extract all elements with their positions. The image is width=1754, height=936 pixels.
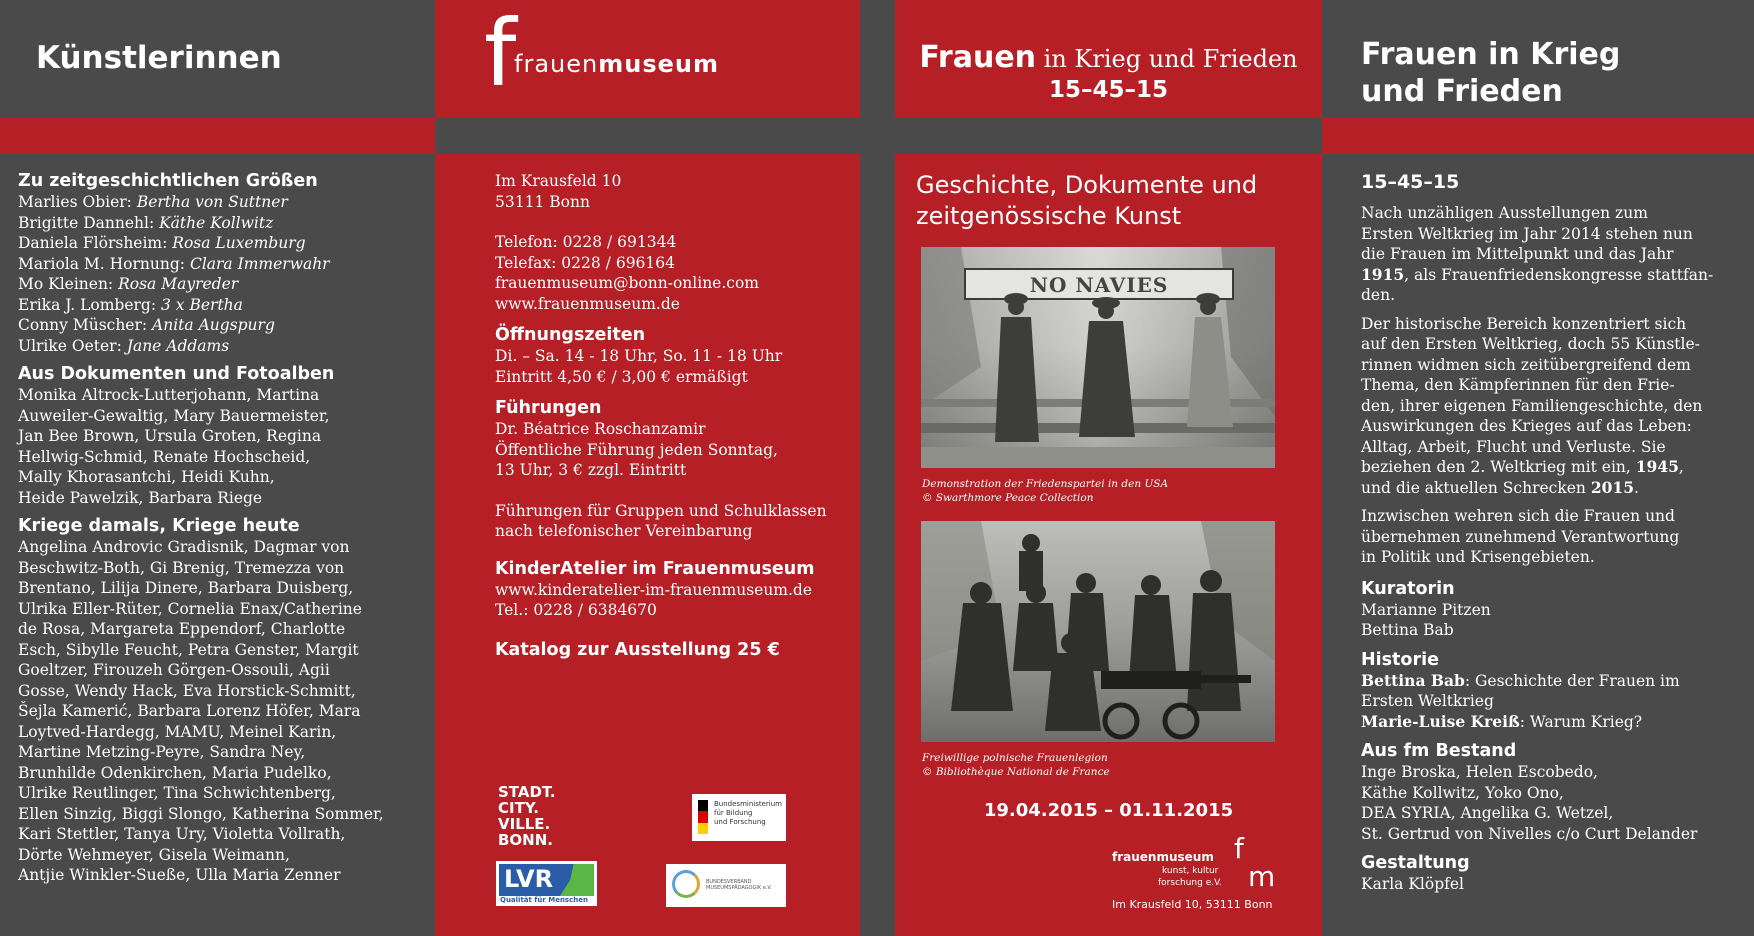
- section-heading: Zu zeitgeschichtlichen Größen: [18, 171, 318, 191]
- artist-name: Daniela Flörsheim:: [18, 234, 173, 252]
- bonn-line: STADT.: [498, 783, 556, 801]
- history-topic: Ersten Weltkrieg: [1361, 692, 1494, 710]
- artist-name: Heide Pawelzik, Barbara Riege: [18, 488, 263, 507]
- subtitle-line: zeitgenössische Kunst: [916, 202, 1182, 230]
- lvr-logo: [496, 861, 597, 906]
- text-line: Nach unzähligen Ausstellungen zum: [1361, 204, 1648, 222]
- artist-name: Hellwig-Schmid, Renate Hochscheid,: [18, 447, 311, 466]
- caption-credit: © Swarthmore Peace Collection: [922, 492, 1094, 504]
- artist-line: [18, 783, 418, 804]
- artist-name: Goeltzer, Firouzeh Görgen-Ossouli, Agii: [18, 661, 330, 679]
- panel4-title-line: Frauen in Krieg: [1361, 37, 1621, 72]
- text-line: Der historische Bereich konzentriert sich: [1361, 314, 1687, 333]
- frauenmuseum-logo: [484, 0, 744, 118]
- artist-line: [18, 254, 418, 275]
- artist-line: [18, 824, 418, 845]
- artist-line: [18, 447, 418, 468]
- artwork-subject: Jane Addams: [126, 336, 230, 355]
- bmbf-logo: [692, 794, 786, 841]
- history-topic: : Geschichte der Frauen im: [1464, 671, 1680, 690]
- artist-name: Šejla Kamerić, Barbara Lorenz Höfer, Mara: [18, 702, 361, 720]
- artist-name: Kari Stettler, Tanya Ury, Violetta Vollrath,: [18, 825, 346, 843]
- small-logo-name: frauenmuseum: [1112, 850, 1214, 864]
- artist-name: Brigitte Dannehl:: [18, 213, 160, 232]
- artist-line: [18, 722, 418, 743]
- artist-name: Erika J. Lomberg:: [18, 295, 162, 314]
- artwork-subject: Rosa Mayreder: [118, 275, 239, 293]
- artist-line: [18, 426, 418, 447]
- logo-word-frauen: frauen: [514, 50, 599, 78]
- section-heading: Kriege damals, Kriege heute: [18, 516, 300, 536]
- artwork-subject: Anita Augspurg: [152, 316, 275, 334]
- history-author: Bettina Bab: [1361, 670, 1465, 690]
- lvr-text: LVR: [504, 865, 554, 893]
- exhibition-title-line: [895, 40, 1322, 75]
- text-line: , als Frauenfriedenskongresse stattfan-: [1404, 265, 1714, 284]
- artwork-subject: 3 x Bertha: [161, 295, 243, 314]
- no-navies-sign: NO NAVIES: [1029, 273, 1169, 297]
- artist-name: Marlies Obier:: [18, 193, 137, 211]
- artist-line: [18, 467, 418, 488]
- artist-line: [18, 660, 418, 681]
- text-line: Inzwischen wehren sich die Frauen und: [1361, 507, 1675, 525]
- tour-line: 13 Uhr, 3 € zzgl. Eintritt: [495, 461, 687, 479]
- bv-circle-icon: [672, 870, 700, 898]
- curator-name: Bettina Bab: [1361, 621, 1454, 639]
- artist-line: [18, 315, 418, 336]
- phone: Telefon: 0228 / 691344: [495, 233, 677, 251]
- holdings-line: DEA SYRIA, Angelika G. Wetzel,: [1361, 804, 1614, 822]
- artwork-subject: Käthe Kollwitz: [159, 213, 274, 232]
- artist-line: [18, 804, 418, 825]
- artist-line: [18, 385, 418, 406]
- years-heading: 15–45–15: [1361, 171, 1460, 193]
- intro-paragraph: [1361, 203, 1731, 306]
- text-line: und die aktuellen Schrecken: [1361, 478, 1591, 497]
- artist-name: Ellen Sinzig, Biggi Slongo, Katherina Sommer,: [18, 804, 384, 823]
- footer-address: Im Krausfeld 10, 53111 Bonn: [1112, 898, 1273, 911]
- small-logo-line: forschung e.V.: [1158, 878, 1222, 888]
- artist-name: Martine Metzing-Peyre, Sandra Ney,: [18, 743, 306, 761]
- tour-line: Öffentliche Führung jeden Sonntag,: [495, 440, 778, 459]
- artist-line: [18, 640, 418, 661]
- bmbf-line: für Bildung: [714, 809, 753, 817]
- admission-line: Eintritt 4,50 € / 3,00 € ermäßigt: [495, 367, 748, 386]
- kinderatelier-link[interactable]: www.kinderatelier-im-frauenmuseum.de: [495, 580, 813, 599]
- artwork-subject: Clara Immerwahr: [189, 254, 330, 273]
- section-heading: Aus Dokumenten und Fotoalben: [18, 364, 335, 384]
- logo-f-glyph: f: [484, 0, 517, 107]
- artwork-subject: Rosa Luxemburg: [172, 234, 306, 252]
- curator-heading: Kuratorin: [1361, 578, 1455, 599]
- title-frauen: Frauen: [919, 40, 1037, 75]
- artist-name: Esch, Sibylle Feucht, Petra Genster, Margit: [18, 640, 359, 659]
- artist-line: [18, 336, 418, 357]
- artist-lines: [18, 385, 418, 508]
- artist-name: Angelina Androvic Gradisnik, Dagmar von: [18, 538, 350, 556]
- designer-name: Karla Klöpfel: [1361, 875, 1465, 893]
- photo-peace-demonstration: [921, 247, 1275, 468]
- year-1945: 1945: [1635, 457, 1679, 476]
- holdings-heading: Aus fm Bestand: [1361, 741, 1517, 761]
- text-line: die Frauen im Mittelpunkt und das Jahr: [1361, 245, 1674, 263]
- groups-line: nach telefonischer Vereinbarung: [495, 522, 753, 540]
- address-city: 53111 Bonn: [495, 192, 590, 211]
- logo-word-museum: museum: [598, 50, 719, 78]
- artist-line: [18, 578, 418, 599]
- artist-line: [18, 845, 418, 866]
- artist-line: [18, 488, 418, 509]
- history-topic: : Warum Krieg?: [1519, 712, 1643, 731]
- artist-line: [18, 406, 418, 427]
- year-2015: 2015: [1590, 477, 1634, 497]
- catalog-price: Katalog zur Ausstellung 25 €: [495, 639, 780, 660]
- title-rest: in Krieg und Frieden: [1036, 45, 1298, 73]
- artist-line: [18, 742, 418, 763]
- photo-scene-svg: [921, 521, 1275, 742]
- artist-line: [18, 233, 418, 254]
- bmbf-line: und Forschung: [714, 818, 766, 826]
- address-street: Im Krausfeld 10: [495, 172, 622, 190]
- text-line: beziehen den 2. Weltkrieg mit ein,: [1361, 458, 1636, 476]
- artist-name: Mally Khorasantchi, Heidi Kuhn,: [18, 468, 275, 486]
- artist-line: [18, 681, 418, 702]
- museum-info: [495, 171, 875, 661]
- kinderatelier-heading: KinderAtelier im Frauenmuseum: [495, 558, 815, 579]
- artist-line: [18, 213, 418, 234]
- caption-line: Freiwillige polnische Frauenlegion: [922, 752, 1108, 764]
- artist-line: [18, 619, 418, 640]
- history-credit: [1361, 671, 1731, 692]
- logo-wordmark: [514, 50, 719, 78]
- text-line: übernehmen zunehmend Verantwortung: [1361, 527, 1680, 546]
- artist-name: Dörte Wehmeyer, Gisela Weimann,: [18, 845, 290, 864]
- today-paragraph: [1361, 506, 1731, 568]
- exhibition-title: [895, 40, 1322, 103]
- text-line: Thema, den Kämpferinnen für den Frie-: [1361, 376, 1675, 394]
- artist-name: Beschwitz-Both, Gi Brenig, Tremezza von: [18, 558, 345, 577]
- text-line: Ersten Weltkrieg im Jahr 2014 stehen nun: [1361, 224, 1693, 243]
- bmbf-line: Bundesministerium: [714, 800, 782, 808]
- history-author: Marie-Luise Kreiß: [1361, 711, 1520, 731]
- panel1-header: Künstlerinnen: [36, 40, 282, 76]
- german-flag-icon: [698, 800, 708, 834]
- artist-name: Gosse, Wendy Hack, Eva Horstick-Schmitt,: [18, 681, 356, 700]
- small-logo-f: f: [1234, 832, 1244, 865]
- text-line: rinnen widmen sich zeitübergreifend dem: [1361, 355, 1691, 374]
- artist-name: Antjie Winkler-Sueße, Ulla Maria Zenner: [18, 866, 341, 884]
- history-credit: [1361, 712, 1731, 733]
- text-line: den.: [1361, 286, 1396, 304]
- artist-name: Ulrike Reutlinger, Tina Schwichtenberg,: [18, 784, 336, 802]
- artist-name: Conny Müscher:: [18, 316, 153, 334]
- artist-line: [18, 295, 418, 316]
- holdings-line: St. Gertrud von Nivelles c/o Curt Delander: [1361, 824, 1698, 843]
- caption-photo2: [922, 751, 1110, 779]
- caption-photo1: [922, 477, 1168, 505]
- lvr-tagline: Qualität für Menschen: [500, 896, 588, 904]
- artist-line: [18, 537, 418, 558]
- kinderatelier-phone: Tel.: 0228 / 6384670: [495, 601, 657, 619]
- history-heading: Historie: [1361, 649, 1439, 670]
- panel1-red-stripe: [0, 118, 435, 154]
- small-logo-m: m: [1248, 860, 1276, 893]
- text-line: auf den Ersten Weltkrieg, doch 55 Künstle-: [1361, 335, 1700, 353]
- stadt-bonn-logo: [498, 784, 578, 848]
- caption-credit: © Bibliothèque National de France: [922, 766, 1110, 778]
- design-heading: Gestaltung: [1361, 853, 1470, 873]
- artist-line: [18, 763, 418, 784]
- artist-name: Monika Altrock-Lutterjohann, Martina: [18, 386, 320, 404]
- artist-name: Loytved-Hardegg, MAMU, Meinel Karin,: [18, 722, 337, 741]
- artist-lines: [18, 192, 418, 356]
- photo-polish-legion: [921, 521, 1275, 742]
- bonn-line: BONN.: [498, 831, 553, 849]
- artist-line: [18, 558, 418, 579]
- artist-name: Ulrike Oeter:: [18, 336, 127, 355]
- year-1915: 1915: [1361, 264, 1405, 284]
- text-line: in Politik und Krisengebieten.: [1361, 548, 1595, 566]
- artist-name: Ulrika Eller-Rüter, Cornelia Enax/Catherine: [18, 599, 362, 618]
- text-line: Auswirkungen des Krieges auf das Leben:: [1361, 417, 1692, 435]
- artist-name: Brentano, Lilija Dinere, Barbara Duisberg,: [18, 579, 354, 597]
- website-link[interactable]: www.frauenmuseum.de: [495, 294, 680, 313]
- history-paragraph: Der historische Bereich konzentriert sich auf den Ersten Weltkrieg, doch 55 Künstle- rinnen widmen sich zeitübergreifend dem Thema, den Kämpferinnen für den Frie- den, ihrer eigenen Familiengeschichte, den Auswirkungen des Krieges auf das Leben: Alltag, Arbeit, Flucht und Verluste. Sie beziehen den 2. Weltkrieg mit ein, 1945, und die aktuellen Schrecken 2015.: [1361, 314, 1703, 497]
- text-line: den, ihrer eigenen Familiengeschichte, den: [1361, 396, 1703, 415]
- holdings-line: Inge Broska, Helen Escobedo,: [1361, 763, 1598, 781]
- artwork-subject: Bertha von Suttner: [136, 193, 288, 211]
- artist-name: Brunhilde Odenkirchen, Maria Pudelko,: [18, 763, 332, 782]
- subtitle: [916, 170, 1257, 232]
- title-years: 15–45–15: [1048, 77, 1169, 103]
- bv-text: BUNDESVERBAND MUSEUMSPÄDAGOGIK e.V.: [706, 879, 772, 891]
- bonn-line: CITY.: [498, 799, 539, 817]
- caption-line: Demonstration der Friedenspartei in den USA: [922, 478, 1169, 490]
- artist-name: Mariola M. Hornung:: [18, 254, 190, 273]
- tour-guide: Dr. Béatrice Roschanzamir: [495, 420, 706, 438]
- artist-line: [18, 701, 418, 722]
- hours-line: Di. – Sa. 14 - 18 Uhr, So. 11 - 18 Uhr: [495, 347, 783, 365]
- panel2-dark-stripe: [435, 118, 860, 154]
- frauenmuseum-small-logo: [1110, 832, 1280, 898]
- artist-name: Mo Kleinen:: [18, 275, 119, 293]
- bundesverband-logo: [666, 864, 786, 907]
- artist-name: de Rosa, Margareta Eppendorf, Charlotte: [18, 620, 346, 638]
- panel4-red-stripe: [1322, 118, 1754, 154]
- fax: Telefax: 0228 / 696164: [495, 253, 675, 272]
- artist-line: [18, 274, 418, 295]
- panel4-title: [1361, 36, 1620, 110]
- subtitle-line: Geschichte, Dokumente und: [916, 171, 1258, 199]
- panel4-title-line: und Frieden: [1361, 74, 1563, 109]
- artist-line: [18, 192, 418, 213]
- artists-list: [18, 170, 418, 886]
- email-link[interactable]: frauenmuseum@bonn-online.com: [495, 274, 759, 292]
- hours-heading: Öffnungszeiten: [495, 325, 646, 345]
- bonn-line: VILLE.: [498, 815, 551, 833]
- exhibition-description: [1361, 171, 1731, 895]
- curator-name: Marianne Pitzen: [1361, 600, 1491, 619]
- artist-name: Jan Bee Brown, Ursula Groten, Regina: [18, 427, 322, 445]
- groups-line: Führungen für Gruppen und Schulklassen: [495, 501, 827, 520]
- artist-line: [18, 865, 418, 886]
- tours-heading: Führungen: [495, 398, 602, 418]
- holdings-line: Käthe Kollwitz, Yoko Ono,: [1361, 783, 1564, 802]
- text-line: Alltag, Arbeit, Flucht und Verluste. Sie: [1361, 437, 1666, 456]
- exhibition-dates: 19.04.2015 – 01.11.2015: [983, 800, 1234, 821]
- artist-line: [18, 599, 418, 620]
- panel3-dark-stripe: [860, 118, 1322, 154]
- artist-name: Auweiler-Gewaltig, Mary Bauermeister,: [18, 406, 330, 425]
- small-logo-line: kunst, kultur: [1162, 866, 1219, 876]
- artist-lines: [18, 537, 418, 886]
